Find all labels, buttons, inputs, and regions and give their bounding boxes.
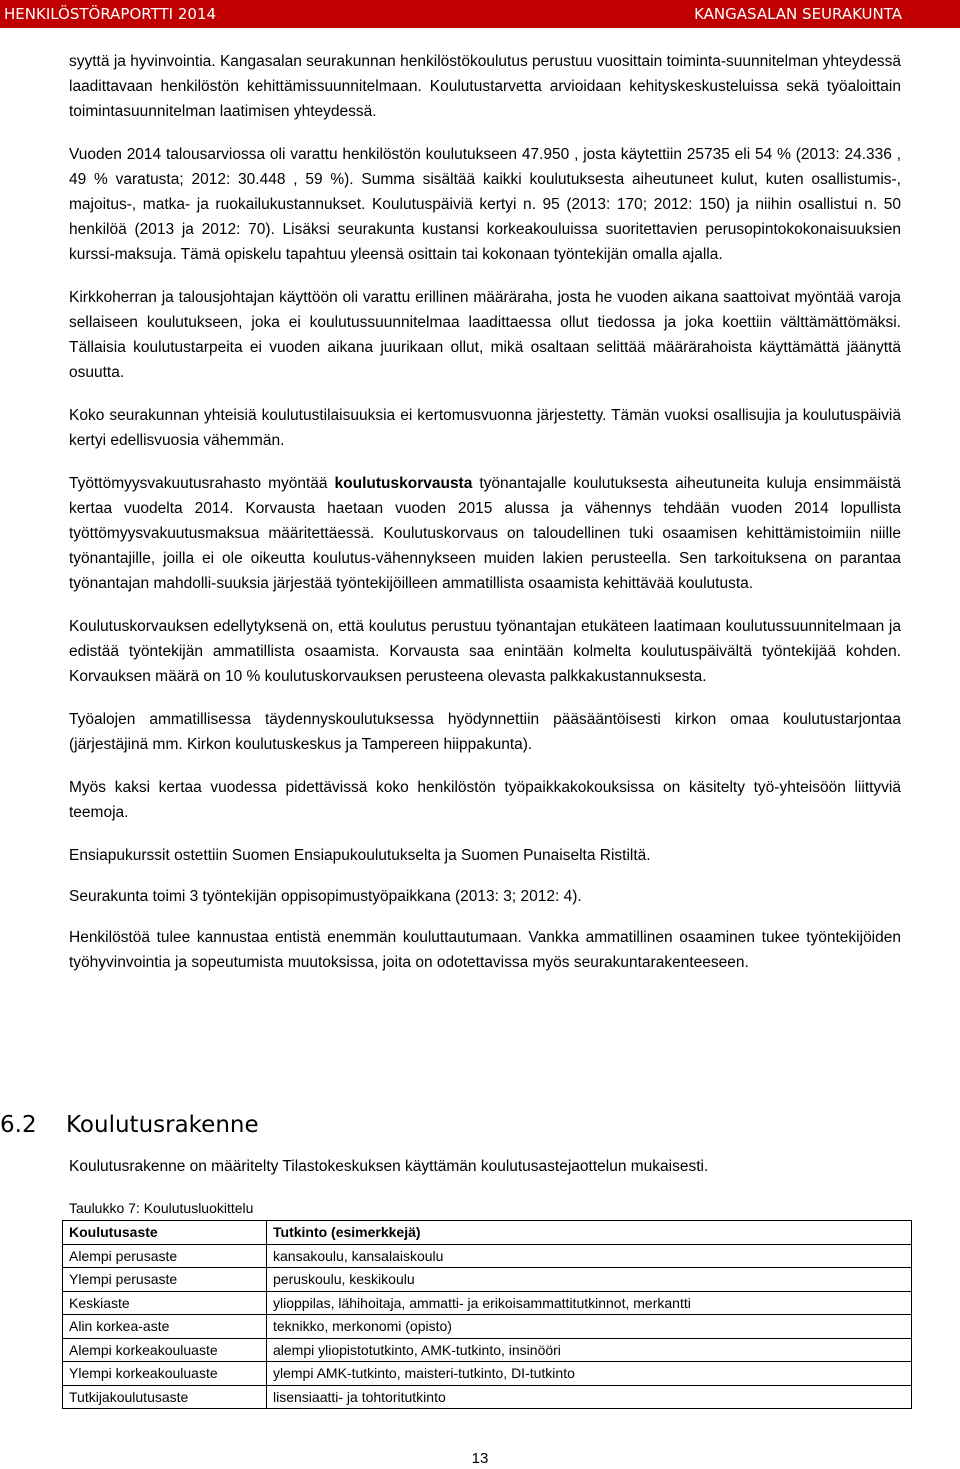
table-caption: Taulukko 7: Koulutusluokittelu xyxy=(69,1200,254,1216)
section-intro: Koulutusrakenne on määritelty Tilastokeskuksen käyttämän koulutusastejaottelun mukaisesti. xyxy=(69,1158,709,1175)
paragraph-11: Henkilöstöä tulee kannustaa entistä enemmän kouluttautumaan. Vankka ammatillinen osaaminen tukee työntekijöiden työhyvinvointia ja sopeutumista muutoksissa, joita on odotettavissa myös seurakuntarakenteeseen. xyxy=(69,929,901,971)
table-row xyxy=(63,1268,912,1292)
page-number: 13 xyxy=(471,1450,489,1467)
table-row xyxy=(63,1315,912,1339)
degree-cell: lisensiaatti- ja tohtoritutkinto xyxy=(267,1385,912,1409)
paragraph-6: Koulutuskorvauksen edellytyksenä on, että koulutus perustuu työnantajan etukäteen laatimaan koulutussuunnitelmaan ja edistää työntekijän ammatillista osaamista. Korvausta saa enintään kolmelta koulutuspäivältä työntekijää kohden. Korvauksen määrä on 10 % koulutuskorvauksen perusteena olevasta palkkakustannuksesta. xyxy=(69,618,901,685)
degree-cell: kansakoulu, kansalaiskoulu xyxy=(267,1244,912,1268)
header-education-level: Koulutusaste xyxy=(63,1221,267,1245)
level-cell: Tutkijakoulutusaste xyxy=(63,1385,267,1409)
table-row xyxy=(63,1291,912,1315)
body-text xyxy=(69,49,901,993)
paragraph-3: Kirkkoherran ja talousjohtajan käyttöön oli varattu erillinen määräraha, josta he vuoden aikana saattoivat myöntää varoja sellaiseen koulutukseen, joka ei koulutussuunnitelmaa laadittaessa ollut tiedossa ja joka koettiin välttämättömäksi. Tällaisia koulutustarpeita ei vuoden aikana juurikaan ollut, mikä osaltaan selittää määrärahoista käyttämättä jäänyttä osuutta. xyxy=(69,289,901,381)
header-organization: KANGASALAN SEURAKUNTA xyxy=(694,5,902,23)
header-degree-examples: Tutkinto (esimerkkejä) xyxy=(267,1221,912,1245)
page-header xyxy=(0,0,960,28)
paragraph-7: Työalojen ammatillisessa täydennyskoulutuksessa hyödynnettiin pääsääntöisesti kirkon omaa koulutustarjontaa (järjestäjinä mm. Kirkon koulutuskeskus ja Tampereen hiippakunta). xyxy=(69,711,901,753)
paragraph-5-pre: Työttömyysvakuutusrahasto myöntää xyxy=(69,475,335,492)
table-header-row xyxy=(63,1221,912,1245)
table-row xyxy=(63,1385,912,1409)
level-cell: Keskiaste xyxy=(63,1291,267,1315)
degree-cell: ylempi AMK-tutkinto, maisteri-tutkinto, DI-tutkinto xyxy=(267,1362,912,1386)
paragraph-4: Koko seurakunnan yhteisiä koulutustilaisuuksia ei kertomusvuonna järjestetty. Tämän vuoksi osallisujia ja koulutuspäiviä kertyi edellisvuosia vähemmän. xyxy=(69,407,901,449)
paragraph-9: Ensiapukurssit ostettiin Suomen Ensiapukoulutukselta ja Suomen Punaiselta Ristiltä. xyxy=(69,847,651,864)
level-cell: Ylempi korkeakouluaste xyxy=(63,1362,267,1386)
table-row xyxy=(63,1338,912,1362)
paragraph-5-post: työnantajalle koulutuksesta aiheutuneita kuluja ensimmäistä kertaa vuodelta 2014. Korvausta haetaan vuoden 2015 alussa ja vähennys tehdään vuoden 2014 lopullista työttömyysvakuutusmaksua määritettäessä. Koulutuskorvaus on taloudellinen tuki osaamisen kehittämistoimiin niille työnantajille, joilla ei ole oikeutta koulutus-vähennykseen muiden lakien perusteella. Sen tarkoituksena on parantaa työnantajan mahdolli-suuksia järjestää työntekijöilleen ammatillista osaamista kehittävää koulutusta. xyxy=(69,475,901,592)
degree-cell: alempi yliopistotutkinto, AMK-tutkinto, insinööri xyxy=(267,1338,912,1362)
section-title: Koulutusrakenne xyxy=(66,1112,259,1138)
degree-cell: peruskoulu, keskikoulu xyxy=(267,1268,912,1292)
paragraph-2: Vuoden 2014 talousarviossa oli varattu henkilöstön koulutukseen 47.950 , josta käytettiin 25735 eli 54 % (2013: 24.336 , 49 % varatusta; 2012: 30.448 , 59 %). Summa sisältää kaikki koulutuksesta aiheutuneet kulut, kuten osallistumis-, majoitus-, matka- ja ruokailukustannukset. Koulutuspäiviä kertyi n. 95 (2013: 170; 2012: 150) ja niihin osallistui n. 50 henkilöä (2013 ja 2012: 70). Lisäksi seurakunta kustansi korkeakouluissa suoritettavien perusopintokokonaisuuksien kurssi-maksuja. Tämä opiskelu tapahtuu yleensä osittain tai kokonaan työntekijän omalla ajalla. xyxy=(69,146,901,263)
level-cell: Alempi perusaste xyxy=(63,1244,267,1268)
table-row xyxy=(63,1362,912,1386)
education-table xyxy=(62,1220,912,1409)
paragraph-5-bold: koulutuskorvausta xyxy=(334,475,473,492)
paragraph-1: syyttä ja hyvinvointia. Kangasalan seurakunnan henkilöstökoulutus perustuu vuosittain toiminta-suunnitelman yhteydessä laadittavaan henkilöstön kehittämissuunnitelmaan. Koulutustarvetta arvioidaan kehityskeskusteluissa sekä työaloittain toimintasuunnitelman laatimisen yhteydessä. xyxy=(69,53,901,120)
paragraph-10: Seurakunta toimi 3 työntekijän oppisopimustyöpaikkana (2013: 3; 2012: 4). xyxy=(69,888,582,905)
level-cell: Ylempi perusaste xyxy=(63,1268,267,1292)
table-row xyxy=(63,1244,912,1268)
paragraph-5 xyxy=(69,471,901,596)
header-report-title: HENKILÖSTÖRAPORTTI 2014 xyxy=(4,5,217,23)
degree-cell: teknikko, merkonomi (opisto) xyxy=(267,1315,912,1339)
level-cell: Alin korkea-aste xyxy=(63,1315,267,1339)
degree-cell: ylioppilas, lähihoitaja, ammatti- ja erikoisammattitutkinnot, merkantti xyxy=(267,1291,912,1315)
level-cell: Alempi korkeakouluaste xyxy=(63,1338,267,1362)
paragraph-8: Myös kaksi kertaa vuodessa pidettävissä koko henkilöstön työpaikkakokouksissa on käsitelty työ-yhteisöön liittyviä teemoja. xyxy=(69,779,901,821)
section-number: 6.2 xyxy=(0,1112,37,1138)
